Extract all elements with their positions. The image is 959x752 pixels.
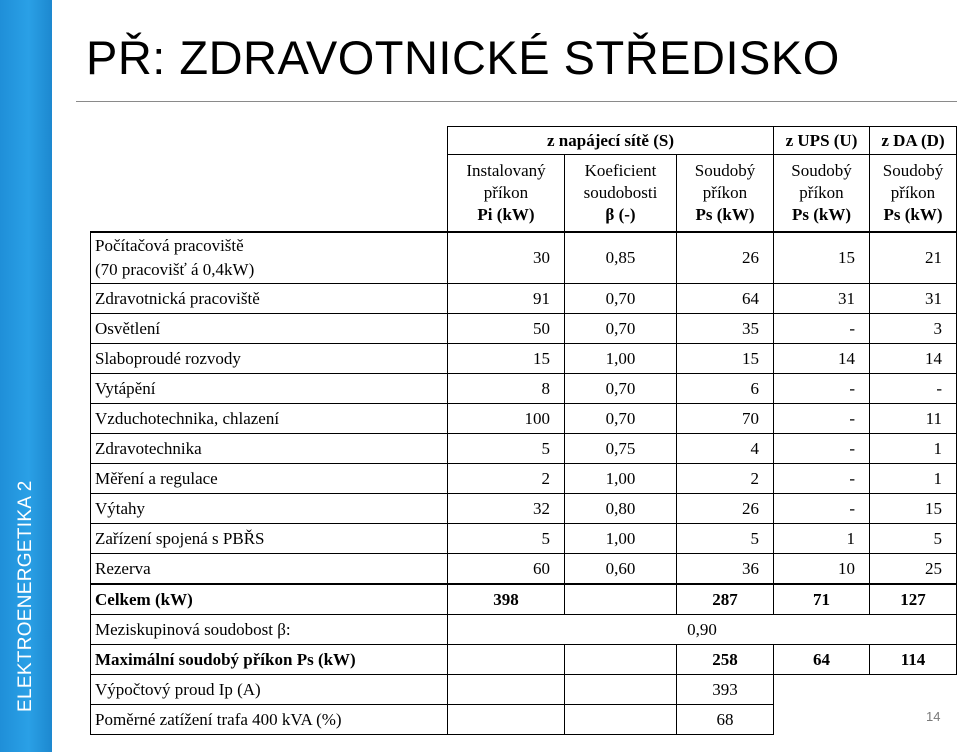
cell-da: 21	[870, 232, 957, 284]
col-header-line: příkon	[799, 183, 844, 202]
row-label: Měření a regulace	[91, 464, 448, 494]
table-row	[91, 464, 957, 494]
row-label: Zdravotnická pracoviště	[91, 284, 448, 314]
total-label: Celkem (kW)	[91, 584, 448, 615]
group-header-da: z DA (D)	[870, 127, 957, 155]
load-row	[91, 705, 957, 735]
cell-ups: -	[774, 434, 870, 464]
col-header-line: Soudobý	[694, 161, 756, 180]
total-row	[91, 584, 957, 615]
title-divider	[76, 101, 957, 102]
empty-cell	[565, 705, 677, 735]
cell-ups: 15	[774, 232, 870, 284]
cell-da: 5	[870, 524, 957, 554]
empty-cell	[565, 645, 677, 675]
header-blank	[91, 127, 448, 155]
cell-beta: 0,60	[565, 554, 677, 585]
col-header-line: příkon	[702, 183, 748, 202]
table-row	[91, 314, 957, 344]
row-label: Vytápění	[91, 374, 448, 404]
coincidence-value: 0,90	[448, 615, 957, 645]
empty-cell	[870, 705, 957, 735]
load-label: Poměrné zatížení trafa 400 kVA (%)	[91, 705, 448, 735]
table-row	[91, 554, 957, 585]
cell-pi: 100	[448, 404, 565, 434]
empty-cell	[774, 675, 870, 705]
cell-ps: 26	[677, 494, 774, 524]
cell-ups: -	[774, 464, 870, 494]
row-label-line: (70 pracovišť á 0,4kW)	[95, 260, 255, 279]
cell-ps: 36	[677, 554, 774, 585]
col-header-unit: β (-)	[605, 205, 636, 224]
cell-ps: 4	[677, 434, 774, 464]
empty-cell	[870, 675, 957, 705]
cell-ps: 2	[677, 464, 774, 494]
page-number: 14	[926, 709, 941, 724]
cell-ps: 26	[677, 232, 774, 284]
row-label-line: Počítačová pracoviště	[95, 236, 244, 255]
row-label: Slaboproudé rozvody	[91, 344, 448, 374]
cell-da: 31	[870, 284, 957, 314]
cell-ups: -	[774, 314, 870, 344]
column-header-row	[91, 155, 957, 233]
empty-cell	[448, 705, 565, 735]
cell-pi: 15	[448, 344, 565, 374]
cell-ps: 5	[677, 524, 774, 554]
cell-pi: 8	[448, 374, 565, 404]
table-row	[91, 494, 957, 524]
total-da: 127	[870, 584, 957, 615]
col-header-ps	[677, 155, 774, 233]
cell-beta: 0,80	[565, 494, 677, 524]
col-header-da	[870, 155, 957, 233]
cell-beta: 0,70	[565, 404, 677, 434]
cell-da: 25	[870, 554, 957, 585]
cell-beta: 1,00	[565, 524, 677, 554]
cell-da: -	[870, 374, 957, 404]
header-blank	[91, 155, 448, 233]
cell-beta: 1,00	[565, 464, 677, 494]
power-table	[90, 126, 957, 735]
max-power-ps: 258	[677, 645, 774, 675]
cell-beta: 0,70	[565, 284, 677, 314]
max-power-da: 114	[870, 645, 957, 675]
cell-pi: 32	[448, 494, 565, 524]
cell-ups: 31	[774, 284, 870, 314]
cell-beta: 1,00	[565, 344, 677, 374]
cell-ups: 10	[774, 554, 870, 585]
coincidence-label: Meziskupinová soudobost β:	[91, 615, 448, 645]
current-row	[91, 675, 957, 705]
cell-ps: 15	[677, 344, 774, 374]
cell-pi: 5	[448, 434, 565, 464]
group-header-supply: z napájecí sítě (S)	[448, 127, 774, 155]
table-row	[91, 434, 957, 464]
col-header-unit: Pi (kW)	[477, 205, 535, 224]
cell-ps: 70	[677, 404, 774, 434]
cell-beta: 0,85	[565, 232, 677, 284]
table-row	[91, 404, 957, 434]
table-row	[91, 374, 957, 404]
max-power-ups: 64	[774, 645, 870, 675]
cell-ups: 1	[774, 524, 870, 554]
table-row	[91, 524, 957, 554]
cell-pi: 60	[448, 554, 565, 585]
row-label: Zdravotechnika	[91, 434, 448, 464]
cell-ups: -	[774, 494, 870, 524]
cell-da: 15	[870, 494, 957, 524]
empty-cell	[565, 675, 677, 705]
table-row	[91, 232, 957, 284]
total-ps: 287	[677, 584, 774, 615]
cell-da: 14	[870, 344, 957, 374]
coincidence-row	[91, 615, 957, 645]
col-header-ups	[774, 155, 870, 233]
row-label: Výtahy	[91, 494, 448, 524]
col-header-line: soudobosti	[583, 183, 658, 202]
cell-da: 1	[870, 434, 957, 464]
empty-cell	[448, 675, 565, 705]
col-header-line: Koeficient	[584, 161, 657, 180]
total-ups: 71	[774, 584, 870, 615]
max-power-label: Maximální soudobý příkon Ps (kW)	[91, 645, 448, 675]
cell-pi: 91	[448, 284, 565, 314]
row-label: Osvětlení	[91, 314, 448, 344]
cell-ps: 6	[677, 374, 774, 404]
load-value: 68	[677, 705, 774, 735]
row-label: Zařízení spojená s PBŘS	[91, 524, 448, 554]
sidebar-title: ELEKTROENERGETIKA 2	[15, 480, 36, 712]
col-header-line: Soudobý	[791, 161, 852, 180]
cell-pi: 5	[448, 524, 565, 554]
sidebar-band	[0, 0, 52, 752]
table-row	[91, 344, 957, 374]
col-header-line: Soudobý	[882, 161, 944, 180]
group-header-row	[91, 127, 957, 155]
group-header-ups: z UPS (U)	[774, 127, 870, 155]
empty-cell	[565, 584, 677, 615]
col-header-line: příkon	[890, 183, 936, 202]
table-row	[91, 284, 957, 314]
page-title: PŘ: ZDRAVOTNICKÉ STŘEDISKO	[86, 31, 840, 84]
col-header-line: Instalovaný	[466, 161, 546, 180]
cell-ups: 14	[774, 344, 870, 374]
empty-cell	[774, 705, 870, 735]
cell-da: 3	[870, 314, 957, 344]
cell-pi: 30	[448, 232, 565, 284]
cell-pi: 2	[448, 464, 565, 494]
cell-pi: 50	[448, 314, 565, 344]
col-header-line: příkon	[483, 183, 529, 202]
col-header-installed	[448, 155, 565, 233]
row-label	[91, 232, 448, 284]
row-label: Rezerva	[91, 554, 448, 585]
empty-cell	[448, 645, 565, 675]
col-header-unit: Ps (kW)	[883, 205, 943, 224]
cell-da: 11	[870, 404, 957, 434]
current-value: 393	[677, 675, 774, 705]
cell-beta: 0,70	[565, 314, 677, 344]
cell-da: 1	[870, 464, 957, 494]
cell-ups: -	[774, 404, 870, 434]
cell-ps: 64	[677, 284, 774, 314]
col-header-unit: Ps (kW)	[695, 205, 755, 224]
total-pi: 398	[448, 584, 565, 615]
col-header-coef	[565, 155, 677, 233]
col-header-unit: Ps (kW)	[791, 205, 852, 224]
max-power-row	[91, 645, 957, 675]
cell-ps: 35	[677, 314, 774, 344]
cell-beta: 0,75	[565, 434, 677, 464]
current-label: Výpočtový proud Ip (A)	[91, 675, 448, 705]
cell-ups: -	[774, 374, 870, 404]
cell-beta: 0,70	[565, 374, 677, 404]
row-label: Vzduchotechnika, chlazení	[91, 404, 448, 434]
